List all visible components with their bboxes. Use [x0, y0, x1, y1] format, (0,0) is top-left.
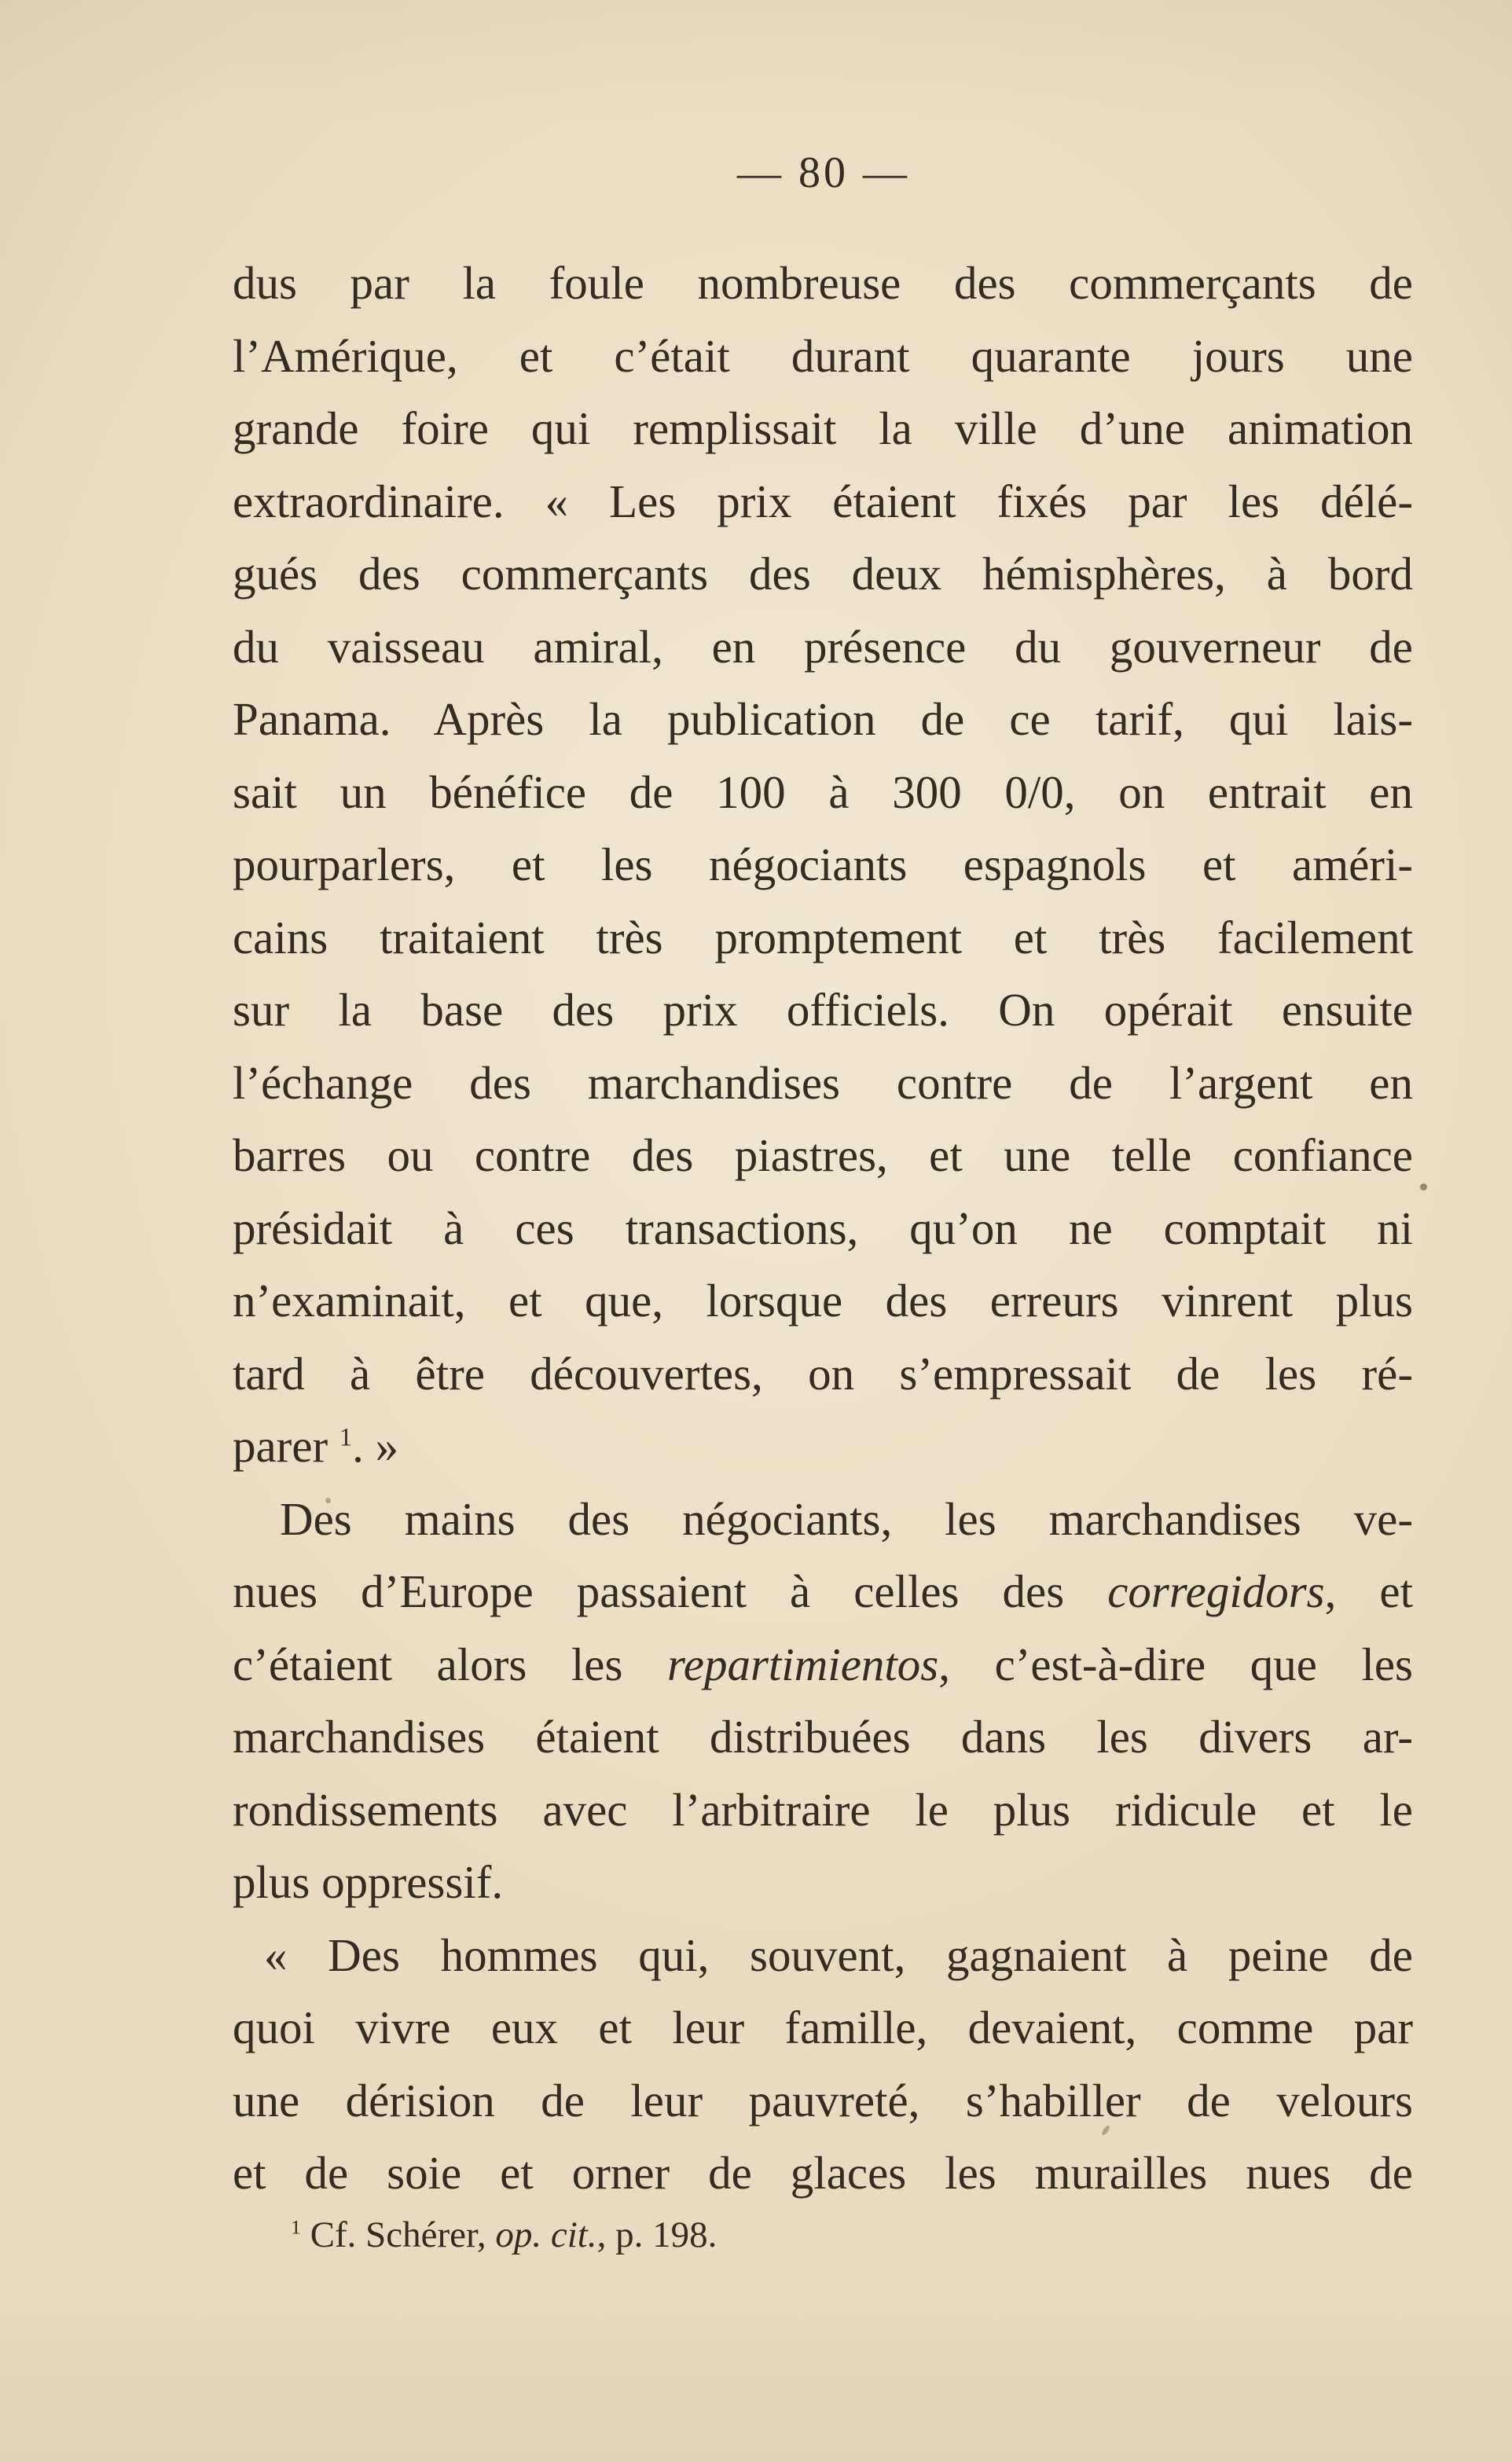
text-run: , c’est-à-dire que les [938, 1638, 1413, 1690]
text-line [233, 247, 1413, 320]
italic-term: repartimientos [667, 1638, 939, 1690]
footnote-marker: 1 [339, 1423, 353, 1452]
text-line [233, 1991, 1413, 2064]
text-line [233, 901, 1413, 974]
text-run: marchandises étaient distribuées dans les divers ar- [233, 1711, 1413, 1763]
text-line [233, 1846, 1413, 1919]
italic-term: op. cit. [495, 2214, 597, 2255]
text-run: Panama. Après la publication de ce tarif, qui lais- [233, 693, 1413, 745]
text-run: et de soie et orner de glaces les murailles nues de [233, 2147, 1413, 2199]
text-run: . » [352, 1420, 399, 1472]
text-run: n’examinait, et que, lorsque des erreurs vinrent plus [233, 1275, 1413, 1326]
text-run: , et [1324, 1565, 1413, 1617]
text-line [233, 1337, 1413, 1411]
text-run: pourparlers, et les négociants espagnols et améri- [233, 838, 1413, 890]
text-run: grande foire qui remplissait la ville d’une animation [233, 402, 1413, 454]
text-line [233, 392, 1413, 465]
text-line [233, 1701, 1413, 1774]
text-run: extraordinaire. « Les prix étaient fixés par les délé- [233, 475, 1413, 527]
text-line [233, 1483, 1413, 1556]
text-run: parer [233, 1420, 339, 1472]
text-line [233, 1628, 1413, 1701]
text-run: nues d’Europe passaient à celles des [233, 1565, 1108, 1617]
text-run: barres ou contre des piastres, et une telle confiance [233, 1129, 1413, 1181]
text-run: Cf. Schérer, [300, 2214, 496, 2255]
text-run: c’étaient alors les [233, 1638, 667, 1690]
text-line [233, 683, 1413, 756]
text-line [233, 1410, 1413, 1483]
text-run: présidait à ces transactions, qu’on ne comptait ni [233, 1202, 1413, 1254]
text-line [233, 611, 1413, 684]
text-run: l’échange des marchandises contre de l’argent en [233, 1056, 1413, 1109]
text-run: cains traitaient très promptement et très facilement [233, 911, 1413, 963]
text-run: rondissements avec l’arbitraire le plus ridicule et le [233, 1783, 1413, 1836]
text-run: sur la base des prix officiels. On opérait ensuite [233, 984, 1413, 1036]
text-line [233, 828, 1413, 901]
text-run: du vaisseau amiral, en présence du gouverneur de [233, 620, 1413, 673]
text-line [233, 2137, 1413, 2210]
page-number: — 80 — [737, 149, 910, 197]
paper-speck [325, 1498, 331, 1503]
text-run: Des mains des négociants, les marchandises ve- [280, 1492, 1413, 1545]
text-run: gués des commerçants des deux hémisphères, à bord [233, 548, 1413, 600]
text-line [233, 1919, 1413, 1992]
text-run: l’Amérique, et c’était durant quarante jours une [233, 329, 1413, 382]
text-line [233, 465, 1413, 538]
text-line [233, 1774, 1413, 1847]
text-block [233, 247, 1413, 2210]
footnote-marker: 1 [291, 2215, 301, 2239]
text-run: une dérision de leur pauvreté, s’habiller de velours [233, 2074, 1413, 2126]
text-line [233, 1555, 1413, 1628]
text-line [233, 1047, 1413, 1120]
text-line [233, 1192, 1413, 1265]
text-run: quoi vivre eux et leur famille, devaient, comme par [233, 2002, 1413, 2053]
text-run: tard à être découvertes, on s’empressait de les ré- [233, 1347, 1413, 1400]
text-line [233, 2064, 1413, 2137]
text-line [233, 320, 1413, 393]
text-line [233, 1264, 1413, 1337]
text-run: sait un bénéfice de 100 à 300 0/0, on entrait en [233, 765, 1413, 818]
text-line [233, 538, 1413, 611]
text-run: , p. 198. [596, 2214, 717, 2255]
text-line [233, 974, 1413, 1047]
paper-speck [1420, 1183, 1427, 1191]
text-run: « Des hommes qui, souvent, gagnaient à peine de [264, 1928, 1413, 1981]
italic-term: corregidors [1107, 1565, 1325, 1617]
text-line [233, 1119, 1413, 1192]
footnote [233, 2210, 1413, 2260]
text-run: plus oppressif. [233, 1856, 504, 1908]
text-run: dus par la foule nombreuse des commerçants de [233, 257, 1413, 309]
text-line [233, 756, 1413, 829]
